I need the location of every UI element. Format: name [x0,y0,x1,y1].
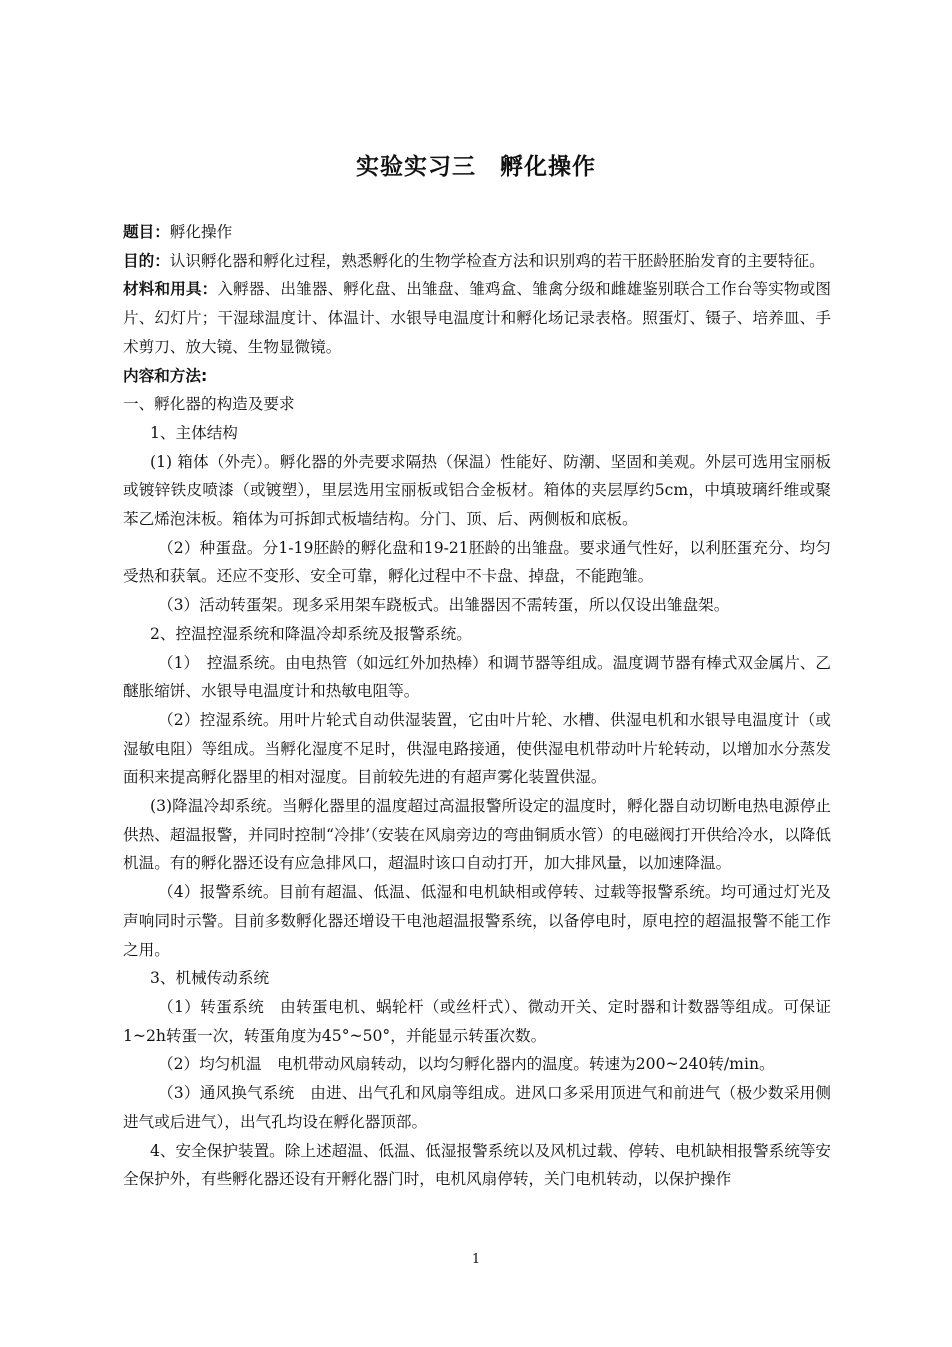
paragraph-3-2: （2）均匀机温 电机带动风扇转动，以均匀孵化器内的温度。转速为200~240转/min。 [158,1055,775,1074]
topic-text: 孵化操作 [169,223,233,241]
subheading-1: 1、主体结构 [150,423,238,442]
paragraph-2-1: （1） 控温系统。由电热管（如远红外加热棒）和调节器等组成。温度调节器有棒式双金属片、乙醚胀缩饼、水银导电温度计和热敏电阻等。 [123,653,831,701]
paragraph-1-3: （3）活动转蛋架。现多采用架车跷板式。出雏器因不需转蛋，所以仅设出雏盘架。 [158,596,730,615]
page-title: 实验实习三 孵化操作 [356,154,596,180]
paragraph-4: 4、安全保护装置。除上述超温、低温、低湿报警系统以及风机过载、停转、电机缺相报警系统等安全保护外，有些孵化器还设有开孵化器门时，电机风扇停转，关门电机转动，以保护操作 [123,1141,831,1189]
paragraph-3-1: （1）转蛋系统 由转蛋电机、蜗轮杆（或丝杆式）、微动开关、定时器和计数器等组成。可保证1~2h转蛋一次，转蛋角度为45°~50°，并能显示转蛋次数。 [123,997,831,1045]
purpose-label: 目的： [123,251,170,270]
paragraph-1-2: （2）种蛋盘。分1-19胚龄的孵化盘和19-21胚龄的出雏盘。要求通气性好，以利胚蛋充分、均匀受热和获氧。还应不变形、安全可靠，孵化过程中不卡盘、掉盘，不能跑雏。 [123,538,831,586]
paragraph-3-3: （3）通风换气系统 由进、出气孔和风扇等组成。进风口多采用顶进气和前进气（极少数采用侧进气或后进气），出气孔均设在孵化器顶部。 [123,1084,831,1131]
methods-heading: 内容和方法: [123,366,208,385]
materials-label: 材料和用具： [123,280,218,299]
paragraph-2-3: (3)降温冷却系统。当孵化器里的温度超过高温报警所设定的温度时，孵化器自动切断电热电源停止供热、超温报警，并同时控制“冷排’（安装在风扇旁边的弯曲铜质水管）的电磁阀打开供给冷水，以降低机温。有的孵化器还设有应急排风口，超温时该口自动打开，加大排风量，以加速降温。 [123,797,831,873]
subheading-3: 3、机械传动系统 [150,969,270,988]
paragraph-2-2: （2）控湿系统。用叶片轮式自动供湿装置，它由叶片轮、水槽、供湿电机和水银导电温度计（或湿敏电阻）等组成。当孵化湿度不足时，供湿电路接通，使供湿电机带动叶片轮转动，以增加水分蒸发面积来提高孵化器里的相对湿度。目前较先进的有超声雾化装置供湿。 [123,710,831,787]
materials-line [123,275,831,361]
topic-label: 题目： [123,223,170,241]
purpose-line [123,247,831,276]
page-number: 1 [471,1252,481,1267]
paragraph-2-4: （4）报警系统。目前有超温、低温、低湿和电机缺相或停转、过载等报警系统。均可通过灯光及声响同时示警。目前多数孵化器还增设干电池超温报警系统，以备停电时，原电控的超温报警不能工作之用。 [123,883,831,959]
subheading-2: 2、控温控湿系统和降温冷却系统及报警系统。 [150,624,472,643]
topic-line [123,218,831,247]
materials-text: 入孵器、出雏器、孵化盘、出雏盘、雏鸡盒、雏禽分级和雌雄鉴别联合工作台等实物或图片、幻灯片；干湿球温度计、体温计、水银导电温度计和孵化场记录表格。照蛋灯、镊子、培养皿、手术剪刀、放大镜、生物显微镜。 [123,280,831,356]
section-heading-1: 一、孵化器的构造及要求 [123,395,295,414]
purpose-text: 认识孵化器和孵化过程，熟悉孵化的生物学检查方法和识别鸡的若干胚龄胚胎发育的主要特征。 [169,251,825,270]
paragraph-1-1: (1) 箱体（外壳）。孵化器的外壳要求隔热（保温）性能好、防潮、坚固和美观。外层可选用宝丽板或镀锌铁皮喷漆（或镀塑），里层选用宝丽板或铝合金板材。箱体的夹层厚约5cm，中填玻璃纤维或聚苯乙烯泡沫板。箱体为可拆卸式板墙结构。分门、顶、后、两侧板和底板。 [123,452,831,529]
document-body [123,218,831,1194]
